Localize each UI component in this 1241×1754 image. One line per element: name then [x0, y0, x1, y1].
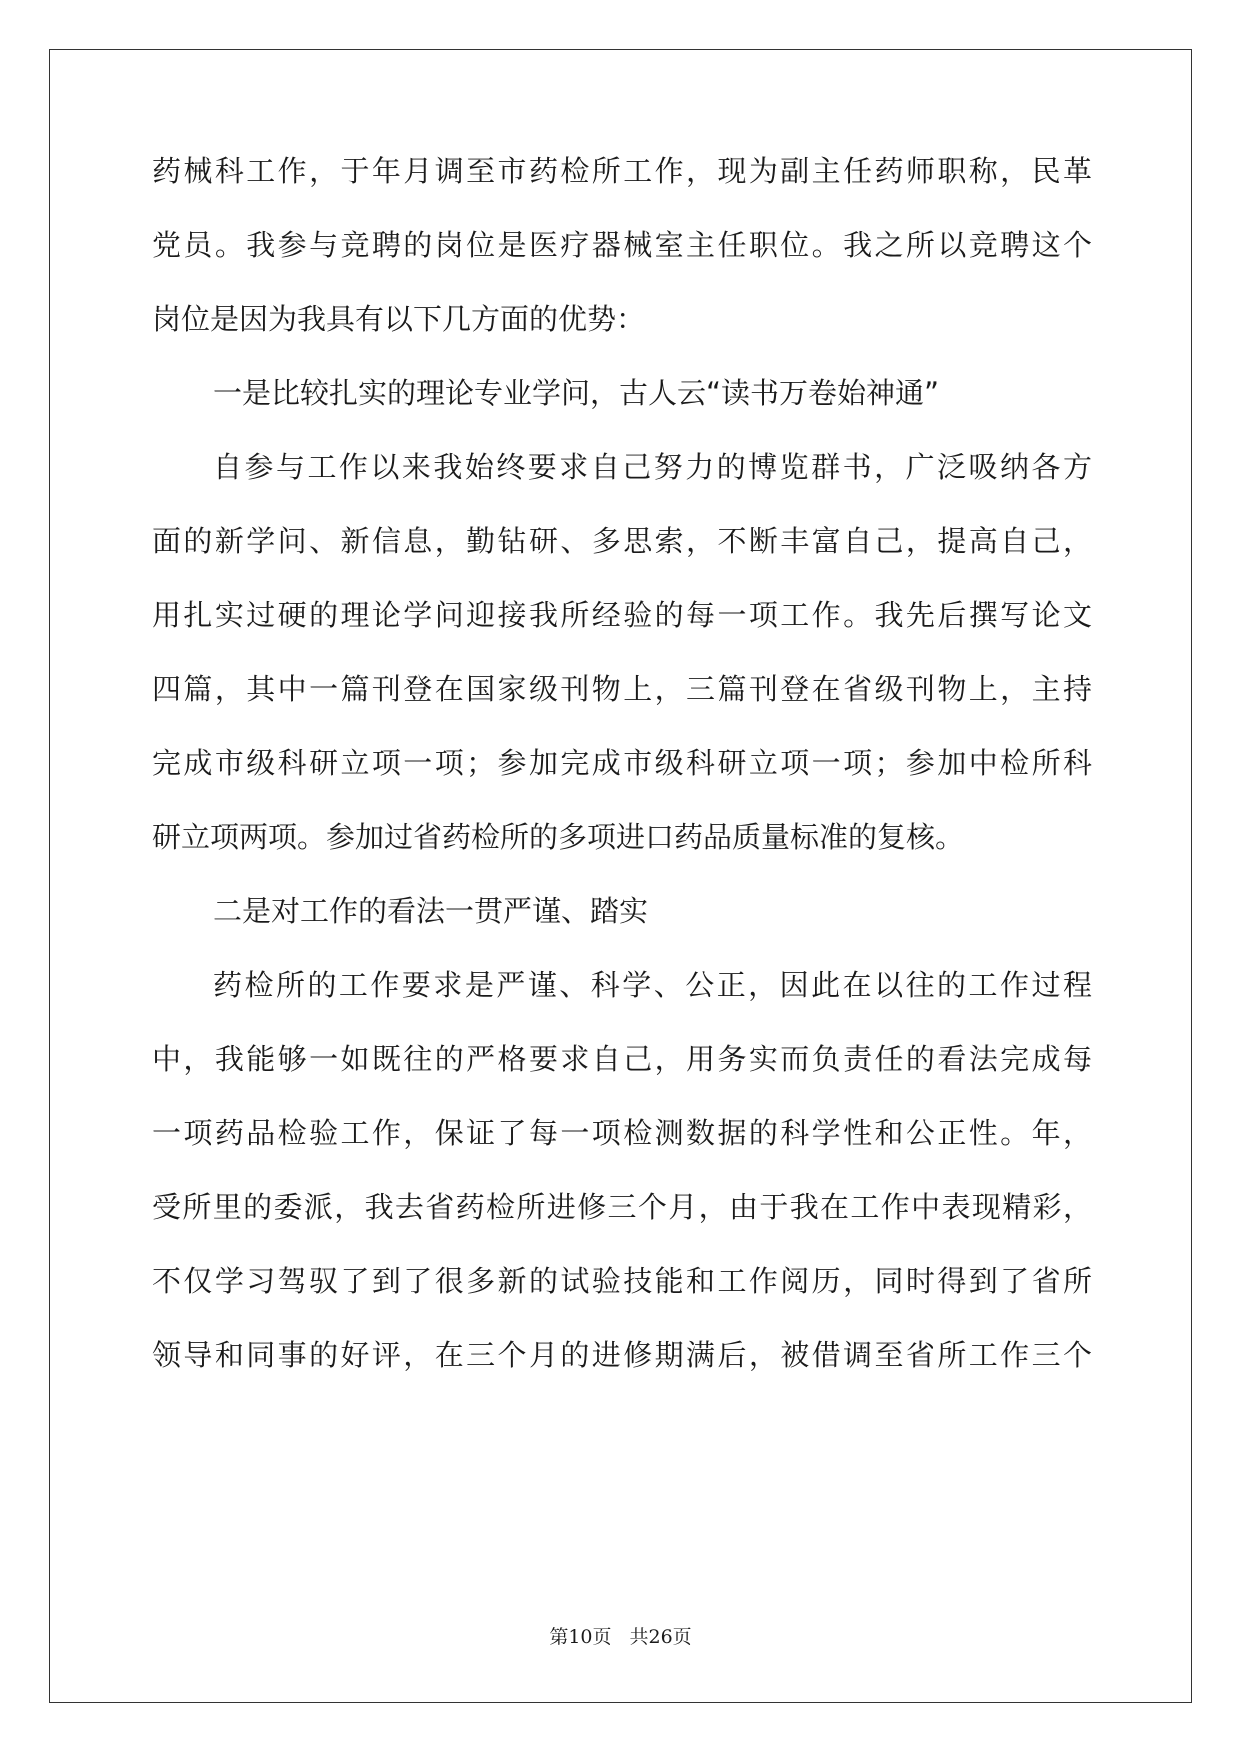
page-number: 第10页: [549, 1626, 612, 1648]
body-line-5: 自参与工作以来我始终要求自己努力的博览群书，广泛吸纳各方: [213, 450, 1092, 484]
body-line-14: 一项药品检验工作，保证了每一项检测数据的科学性和公正性。年，: [152, 1116, 1092, 1150]
page-total: 共26页: [629, 1626, 692, 1648]
body-line-16: 不仅学习驾驭了到了很多新的试验技能和工作阅历，同时得到了省所: [152, 1264, 1092, 1298]
page-border: [49, 49, 1192, 1703]
section-heading-1: 一是比较扎实的理论专业学问，古人云“读书万卷始神通”: [213, 376, 940, 410]
body-line-6: 面的新学问、新信息，勤钻研、多思索，不断丰富自己，提高自己，: [152, 524, 1092, 558]
body-line-9: 完成市级科研立项一项；参加完成市级科研立项一项；参加中检所科: [152, 746, 1092, 780]
body-line-10: 研立项两项。参加过省药检所的多项进口药品质量标准的复核。: [152, 820, 965, 854]
body-line-8: 四篇，其中一篇刊登在国家级刊物上，三篇刊登在省级刊物上，主持: [152, 672, 1092, 706]
body-line-3: 岗位是因为我具有以下几方面的优势：: [152, 302, 646, 336]
body-line-7: 用扎实过硬的理论学问迎接我所经验的每一项工作。我先后撰写论文: [152, 598, 1092, 632]
body-line-15: 受所里的委派，我去省药检所进修三个月，由于我在工作中表现精彩，: [152, 1190, 1092, 1224]
page-footer: [0, 1625, 1241, 1649]
body-line-1: 药械科工作，于年月调至市药检所工作，现为副主任药师职称，民革: [152, 154, 1092, 188]
body-line-13: 中，我能够一如既往的严格要求自己，用务实而负责任的看法完成每: [152, 1042, 1092, 1076]
body-line-12: 药检所的工作要求是严谨、科学、公正，因此在以往的工作过程: [213, 968, 1092, 1002]
body-line-2: 党员。我参与竞聘的岗位是医疗器械室主任职位。我之所以竞聘这个: [152, 228, 1092, 262]
body-line-17: 领导和同事的好评，在三个月的进修期满后，被借调至省所工作三个: [152, 1338, 1092, 1372]
section-heading-2: 二是对工作的看法一贯严谨、踏实: [213, 894, 649, 928]
